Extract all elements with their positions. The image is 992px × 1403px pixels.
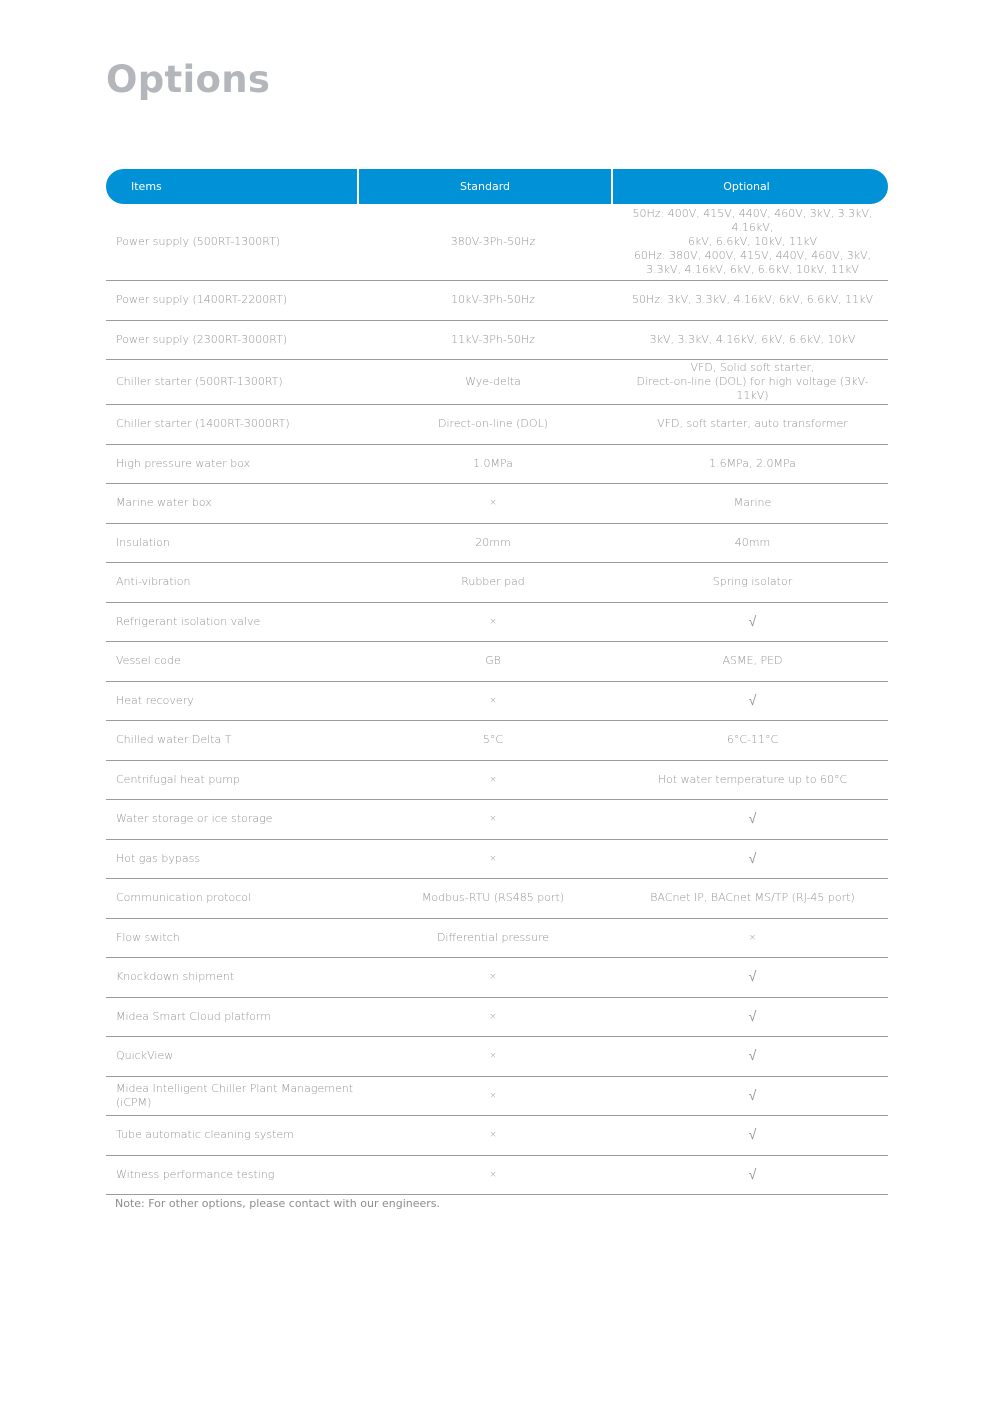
table-row <box>106 879 888 919</box>
standard-cell <box>361 733 617 747</box>
item-cell: Midea Smart Cloud platform <box>116 1009 271 1023</box>
optional-cell <box>617 1089 888 1103</box>
cell-text: 40mm <box>734 535 771 549</box>
item-cell: Vessel code <box>116 654 181 668</box>
standard-cell <box>361 1128 617 1142</box>
standard-cell <box>361 654 617 668</box>
cell-text: BACnet IP, BACnet MS/TP (RJ-45 port) <box>650 891 855 905</box>
standard-cell <box>361 536 617 550</box>
cell-text: 50Hz: 400V, 415V, 440V, 460V, 3kV, 3.3kV, 4.16kV, <box>632 207 873 234</box>
page-title: Options <box>106 58 271 101</box>
check-icon: √ <box>748 969 757 986</box>
optional-cell <box>617 1168 888 1182</box>
standard-cell <box>361 417 617 431</box>
standard-cell <box>361 575 617 589</box>
item-cell: Marine water box <box>116 496 212 510</box>
item-cell: Flow switch <box>116 930 180 944</box>
table-row <box>106 642 888 682</box>
cross-icon: × <box>489 616 497 627</box>
item-cell: Midea Intelligent Chiller Plant Management (iCPM) <box>116 1081 354 1109</box>
cell-text: 3.3kV, 4.16kV, 6kV, 6.6kV, 10kV, 11kV <box>646 263 859 276</box>
table-header <box>106 169 888 204</box>
optional-cell <box>617 536 888 550</box>
standard-cell <box>361 457 617 471</box>
optional-cell <box>617 1049 888 1063</box>
standard-cell <box>361 1168 617 1182</box>
item-cell: Refrigerant isolation valve <box>116 614 261 628</box>
item-cell: Chilled water Delta T <box>116 733 232 747</box>
cell-text: Modbus-RTU (RS485 port) <box>421 891 565 905</box>
check-icon: √ <box>748 1127 757 1144</box>
optional-cell <box>617 496 888 510</box>
cross-icon: × <box>489 853 497 864</box>
optional-cell <box>617 654 888 668</box>
standard-cell <box>361 970 617 984</box>
cell-text: GB <box>485 654 501 668</box>
standard-cell <box>361 375 617 389</box>
table-row <box>106 603 888 643</box>
table-body <box>106 204 888 1195</box>
optional-cell <box>617 615 888 629</box>
header-standard: Standard <box>359 169 613 204</box>
optional-cell <box>617 293 888 307</box>
optional-cell <box>617 931 888 945</box>
item-cell: Water storage or ice storage <box>116 812 273 826</box>
cell-text: Marine <box>733 496 772 510</box>
cell-text: 3kV, 3.3kV, 4.16kV, 6kV, 6.6kV, 10kV <box>649 332 856 346</box>
table-row <box>106 958 888 998</box>
standard-cell <box>361 293 617 307</box>
optional-cell <box>617 694 888 708</box>
optional-cell <box>617 457 888 471</box>
standard-cell <box>361 235 617 249</box>
standard-cell <box>361 333 617 347</box>
options-table <box>106 169 888 1195</box>
check-icon: √ <box>748 850 757 867</box>
item-cell: Power supply (1400RT-2200RT) <box>116 293 288 307</box>
standard-cell <box>361 812 617 826</box>
optional-cell <box>617 891 888 905</box>
cell-text: Differential pressure <box>436 930 550 944</box>
cell-text: Direct-on-line (DOL) <box>438 417 548 431</box>
cross-icon: × <box>489 695 497 706</box>
cross-icon: × <box>489 814 497 825</box>
table-row <box>106 919 888 959</box>
table-row <box>106 1156 888 1196</box>
item-cell: Centrifugal heat pump <box>116 772 240 786</box>
cell-text: 60Hz: 380V, 400V, 415V, 440V, 460V, 3kV, <box>633 249 872 262</box>
item-cell: Witness performance testing <box>116 1167 275 1181</box>
item-cell: Chiller starter (1400RT-3000RT) <box>116 417 290 431</box>
check-icon: √ <box>748 1048 757 1065</box>
table-row <box>106 1077 888 1117</box>
check-icon: √ <box>748 692 757 709</box>
cross-icon: × <box>489 1090 497 1101</box>
cross-icon: × <box>489 1130 497 1141</box>
table-row <box>106 445 888 485</box>
cross-icon: × <box>489 1051 497 1062</box>
cell-text: 50Hz: 3kV, 3.3kV, 4.16kV, 6kV, 6.6kV, 11kV <box>631 293 874 307</box>
cell-text: Direct-on-line (DOL) for high voltage (3kV-11kV) <box>636 375 869 402</box>
cross-icon: × <box>748 932 757 943</box>
optional-cell <box>617 333 888 347</box>
item-cell: High pressure water box <box>116 456 251 470</box>
item-cell: Insulation <box>116 535 170 549</box>
table-row <box>106 840 888 880</box>
check-icon: √ <box>748 1087 757 1104</box>
table-row <box>106 1116 888 1156</box>
standard-cell <box>361 773 617 787</box>
table-row <box>106 800 888 840</box>
cell-text: 1.0MPa <box>473 456 513 470</box>
item-cell: Heat recovery <box>116 693 194 707</box>
cell-text: 6°C-11°C <box>726 733 779 747</box>
cross-icon: × <box>489 972 497 983</box>
optional-cell <box>617 733 888 747</box>
cell-text: Rubber pad <box>461 575 525 589</box>
table-row <box>106 321 888 361</box>
header-items: Items <box>106 169 359 204</box>
standard-cell <box>361 931 617 945</box>
header-optional: Optional <box>723 180 770 193</box>
check-icon: √ <box>748 1008 757 1025</box>
standard-cell <box>361 1010 617 1024</box>
optional-cell <box>617 773 888 787</box>
check-icon: √ <box>748 1166 757 1183</box>
optional-cell <box>617 575 888 589</box>
item-cell: Power supply (2300RT-3000RT) <box>116 332 288 346</box>
table-row <box>106 761 888 801</box>
cross-icon: × <box>489 1169 497 1180</box>
table-row <box>106 998 888 1038</box>
cell-text: ASME, PED <box>722 654 783 668</box>
cell-text: VFD, Solid soft starter, <box>690 361 815 374</box>
optional-cell <box>617 970 888 984</box>
cell-text: 20mm <box>475 535 511 549</box>
standard-cell <box>361 615 617 629</box>
cell-text: 5°C <box>482 733 504 747</box>
optional-cell <box>617 361 888 403</box>
cell-text: VFD, soft starter, auto transformer <box>657 417 848 431</box>
standard-cell <box>361 1049 617 1063</box>
footnote: Note: For other options, please contact with our engineers. <box>115 1197 441 1210</box>
optional-cell <box>617 1010 888 1024</box>
item-cell: Knockdown shipment <box>116 970 235 984</box>
optional-cell <box>617 1128 888 1142</box>
table-row <box>106 484 888 524</box>
item-cell: Power supply (500RT-1300RT) <box>116 235 281 248</box>
table-row <box>106 204 888 281</box>
optional-cell <box>617 812 888 826</box>
check-icon: √ <box>748 811 757 828</box>
item-cell: QuickView <box>116 1049 174 1063</box>
table-row <box>106 1037 888 1077</box>
standard-cell <box>361 852 617 866</box>
optional-cell <box>617 852 888 866</box>
check-icon: √ <box>748 613 757 630</box>
cell-text: 380V-3Ph-50Hz <box>450 235 536 248</box>
cell-text: Spring isolator <box>712 575 793 589</box>
standard-cell <box>361 496 617 510</box>
item-cell: Anti-vibration <box>116 575 191 589</box>
cross-icon: × <box>489 498 497 509</box>
table-row <box>106 524 888 564</box>
standard-cell <box>361 1089 617 1103</box>
cell-text: 10kV-3Ph-50Hz <box>451 293 535 307</box>
cross-icon: × <box>489 774 497 785</box>
item-cell: Communication protocol <box>116 891 252 905</box>
item-cell: Hot gas bypass <box>116 851 201 865</box>
table-row <box>106 360 888 405</box>
table-row <box>106 563 888 603</box>
standard-cell <box>361 891 617 905</box>
table-row <box>106 721 888 761</box>
table-row <box>106 682 888 722</box>
optional-cell <box>617 207 888 277</box>
item-cell: Chiller starter (500RT-1300RT) <box>116 375 283 388</box>
cell-text: 6kV, 6.6kV, 10kV, 11kV <box>687 235 818 248</box>
standard-cell <box>361 694 617 708</box>
cell-text: Wye-delta <box>465 375 521 388</box>
cell-text: 11kV-3Ph-50Hz <box>451 332 535 346</box>
cross-icon: × <box>489 1011 497 1022</box>
table-row <box>106 405 888 445</box>
item-cell: Tube automatic cleaning system <box>116 1128 294 1142</box>
table-row <box>106 281 888 321</box>
optional-cell <box>617 417 888 431</box>
cell-text: 1.6MPa, 2.0MPa <box>709 456 796 470</box>
cell-text: Hot water temperature up to 60°C <box>657 772 848 786</box>
